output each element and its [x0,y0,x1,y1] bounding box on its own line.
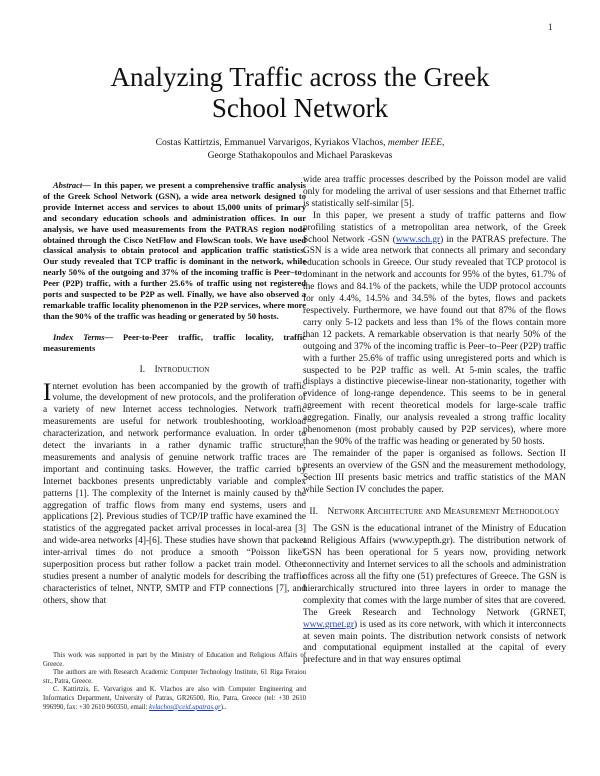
index-terms-label: Index Terms [53,331,105,342]
gsn-paragraph [303,524,566,667]
title-line-2: School Network [211,93,389,123]
author-punct: , [441,137,445,148]
intro-paragraph [43,378,306,608]
left-column [43,180,306,608]
section-heading-network-architecture: II. Network Architecture and Measurement Methodology [309,507,560,518]
author-role: member IEEE [387,137,442,148]
intro-paragraph-text: nternet evolution has been accompanied by the growth of traffic volume, the development of new protocols, and the proliferation of a variety of new Internet access technologies. Network traffic measurements are useful for network troubleshooting, workload characterization, and network performance evaluation. In order to detect the invariants in a rather dynamic traffic structure, measurements and analysis of genuine network traffic traces are important and continuing tasks. However, the traffic carried by Internet backbones presents unpredictably variable and complex patterns [1]. The complexity of the Internet is mainly caused by the aggregation of traffic flows from many end systems, users and applications [2]. Previous studies of TCP/IP traffic have examined the statistics of the aggregated packet arrival processes in local-area [3] and wide-area networks [4]-[6]. These studies have shown that packet inter-arrival times do not produce a smooth “Poisson like” superposition process but rather follow a packet train model. Other studies present a number of analytic models for describing the traffic characteristics of telnet, NNTP, SMTP and FTP connections [7], and others, show that [43,381,306,606]
contribution-paragraph [303,211,566,449]
footnote-contact-end: ).. [220,703,227,711]
right-column [303,175,566,667]
link-grnet-gr[interactable]: www.grnet.gr [303,619,355,630]
drop-cap: I [43,378,52,406]
index-terms-text: — Peer-to-Peer traffic, traffic locality, traffic measurements [43,331,306,353]
gsn-text-a: The GSN is the educational intranet of the Ministry of Education and Religious Affairs (www.ypepth.gr). The distribution network of GSN has been operational for 5 years now, providing network connectivity and Internet services to all the schools and administration offices across all the fifty one (51) prefectures of Greece. The GSN is hierarchically structured into three layers in order to manage the complexity that comes with the large number of sites that are covered. The Greek Research and Technology Network (GRNET, [303,524,566,618]
section-heading-introduction: I. Introduction [139,364,210,375]
abstract-text: — In this paper, we present a comprehensive traffic analysis of the Greek School Network (GSN), a wide area network designed to provide Internet access and services to about 15,000 units of primary and secondary education schools and administration offices. In our analysis, we have used measurements from the PATRAS region node obtained through the Cisco NetFlow and FlowScan tools. We have used classical analysis to obtain protocol and application traffic statistics. Our study revealed that TCP traffic is dominant in the network, while nearly 50% of the outgoing and 37% of the incoming traffic is Peer–to–Peer (P2P) traffic, with a further 25.6% of traffic using not registered ports and suspected to be P2P as well. Finally, we have also observed a remarkable traffic locality phenomenon in the P2P services, where more than the 90% of the traffic was heading or generated by 50 hosts. [43,180,306,321]
page-number: 1 [548,22,553,32]
footnote-contact-text: C. Kattirtzis, E. Varvarigos and K. Vlachos are also with Computer Engineering and Informatics Department, University of Patras, GR26500, Rio, Patra, Greece (tel: +30 2610 996990, fax: +30 2610 960350, email: [43,686,306,711]
outline-paragraph: The remainder of the paper is organised as follows. Section II presents an overview of the GSN and the measurement methodology, Section III presents basic metrics and traffic statistics of the MAN while Section IV concludes the paper. [303,448,566,495]
footnote-contact [43,686,306,712]
link-sch-gr[interactable]: www.sch.gr [395,234,441,245]
authors-line-1 [0,136,600,149]
footnotes [43,652,306,712]
authors-line-2: George Stathakopoulos and Michael Paraskevas [207,150,393,161]
abstract-label: Abstract [53,180,83,190]
contribution-text-a: In this paper, we present a study of traffic patterns and flow profiling statistics of a metropolitan area network, of the Greek School Network -GSN ( [303,210,566,245]
index-terms [43,332,306,354]
title-line-1: Analyzing Traffic across the Greek [110,62,490,92]
paper-title [0,62,600,124]
abstract [43,180,306,322]
email-link[interactable]: kvlachos@ceid.upatras.gr [149,703,221,711]
author-list [0,136,600,162]
contribution-text-b: ) in the PATRAS prefecture. The GSN is a wide area network that connects all primary and secondary education schools in Greece. Our study revealed that TCP protocol is dominant in the network and accounts for 95% of the bytes, 61.7% of the flows and 84.1% of the packets, while the UDP protocol accounts for only 4.4%, 14.5% and 34.5% of the bytes, flows and packets respectively. Furthermore, we have found out that 87% of the flows carry only 5-12 packets and less than 1% of the flows contain more than 12 packets. A remarkable observation is that nearly 50% of the outgoing and 37% of the incoming traffic is Peer–to–Peer (P2P) traffic with a further 25.6% of traffic using unregistered ports and which is suspected to be P2P traffic as well. At 5-min scales, the traffic displays a distinctive piecewise-linear non-stationarity, together with evidence of long-range dependence. This seems to be in general agreement with recent theoretical models for large-scale traffic aggregation. Finally, our analysis revealed a strong traffic locality phenomenon (most probably caused by P2P services), where more than the 90% of the traffic was heading or generated by 50 hosts. [303,234,567,447]
intro-paragraph-continued: wide area traffic processes described by the Poisson model are valid only for modeling the arrival of user sessions and that Ethernet traffic is statistically self-similar [5]. [303,175,566,209]
footnote-affiliation: The authors are with Research Academic Computer Technology Institute, 61 Riga Feraiou str., Patra, Greece. [43,669,306,685]
footnote-funding: This work was supported in part by the Ministry of Education and Religious Affairs of Greece. [43,652,306,668]
author-names: Costas Kattirtzis, Emmanuel Varvarigos, Kyriakos Vlachos, [155,137,388,148]
gsn-text-b: ) is used as its core network, with which it interconnects at seven main points. The distribution network consists of network and computational equipment installed at the capital of every prefecture and in that way ensures optimal [303,619,566,666]
